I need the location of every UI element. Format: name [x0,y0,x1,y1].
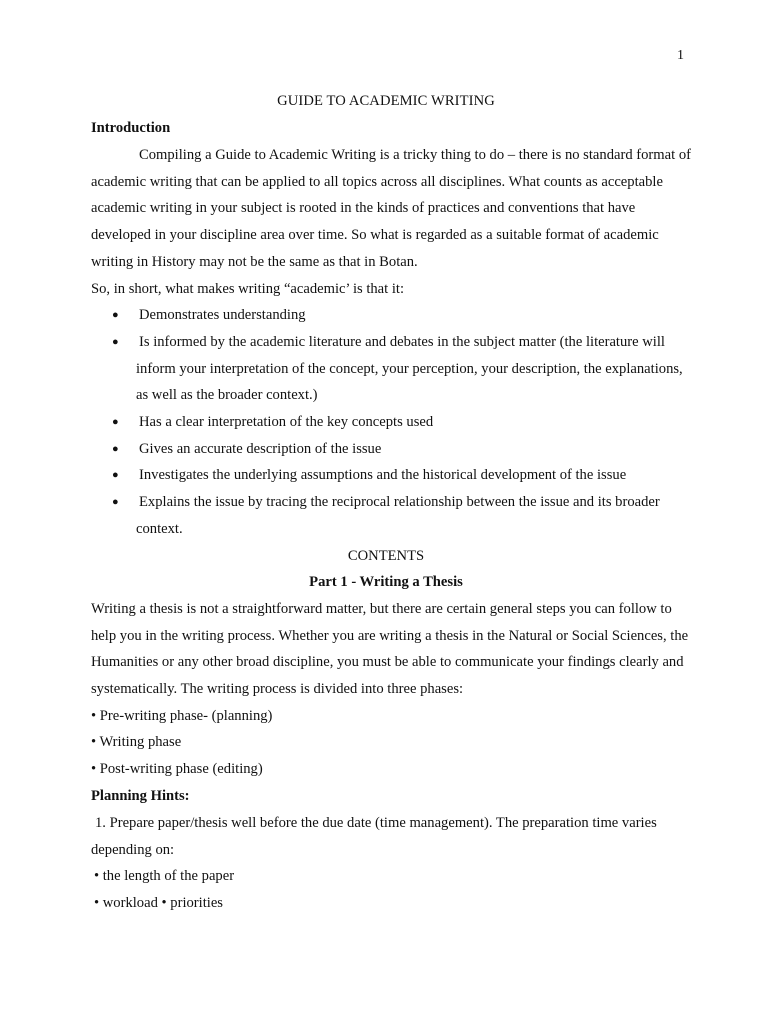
list-item [91,409,691,436]
list-item [91,302,691,329]
list-item-text: Gives an accurate description of the issue [139,440,382,457]
bullet-icon: ● [112,309,119,322]
list-item-text: Explains the issue by tracing the reciprocal relationship between the issue and its broader context. [136,494,660,537]
planning-hints-heading: Planning Hints: [91,787,190,804]
planning-sub-item: • the length of the paper [94,868,235,885]
planning-item-1: 1. Prepare paper/thesis well before the due date (time management). The preparation time varies depending on: [91,814,657,858]
academic-criteria-lead: So, in short, what makes writing “academic’ is that it: [91,280,405,297]
list-item-text: Investigates the underlying assumptions and the historical development of the issue [139,467,627,484]
document-title: GUIDE TO ACADEMIC WRITING [277,93,495,109]
list-item [91,436,691,463]
list-item [91,329,691,409]
list-item-text: Is informed by the academic literature and debates in the subject matter (the literature will inform your interpretation of the concept, your perception, your description, the explanations, as well as the broader context.) [136,333,683,404]
bullet-icon: ● [112,469,119,482]
introduction-paragraph: Compiling a Guide to Academic Writing is a tricky thing to do – there is no standard format of academic writing that can be applied to all topics across all disciplines. What counts as acceptable academic writing in your subject is rooted in the kinds of practices and conventions that have developed in your discipline area over time. So what is regarded as a suitable format of academic writing in History may not be the same as that in Botan. [91,147,691,270]
phase-item: • Pre-writing phase- (planning) [91,707,273,724]
introduction-heading: Introduction [91,120,171,136]
contents-label: CONTENTS [347,547,425,564]
page-number: 1 [677,48,684,63]
list-item-text: Has a clear interpretation of the key concepts used [139,414,434,431]
part1-paragraph: Writing a thesis is not a straightforward matter, but there are certain general steps you can follow to help you in the writing process. Whether you are writing a thesis in the Natural or Social Sciences, the Humanities or any other broad discipline, you must be able to communicate your findings clearly and systematically. The writing process is divided into three phases: [91,600,689,698]
planning-sub-item: • workload • priorities [94,894,223,911]
document-body [91,88,691,917]
list-item [91,462,691,489]
bullet-icon: ● [112,335,119,348]
bullet-icon: ● [112,496,119,509]
academic-criteria-list [91,302,691,542]
phase-item: • Writing phase [91,734,182,751]
list-item [91,489,691,542]
part1-heading: Part 1 - Writing a Thesis [309,574,463,591]
bullet-icon: ● [112,416,119,429]
bullet-icon: ● [112,442,119,455]
phase-item: • Post-writing phase (editing) [91,761,263,778]
list-item-text: Demonstrates understanding [139,307,306,324]
